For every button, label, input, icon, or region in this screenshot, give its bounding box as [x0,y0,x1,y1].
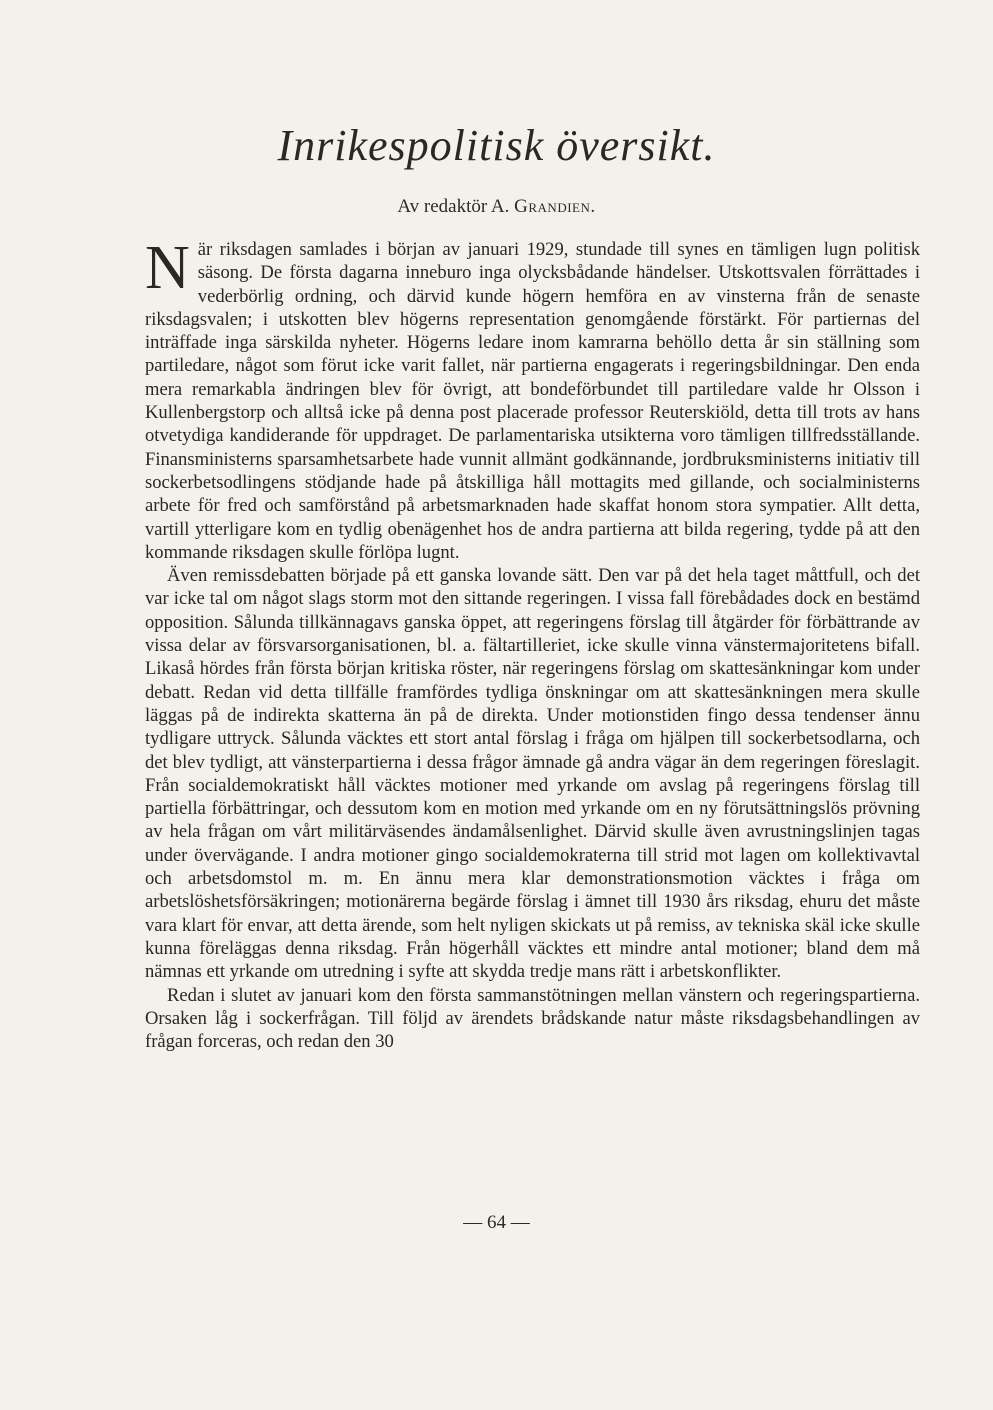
page-number: — 64 — [463,1212,530,1233]
paragraph-2: Även remissdebatten började på ett ganska lovande sätt. Den var på det hela taget måttfull, och det var icke tal om något slags storm mot den sittande regeringen. I vissa fall förebådades dock en bestämd opposition. Sålunda tillkännagavs ganska öppet, att regeringens förslag till åtgärder för förbättrande av vissa delar av försvarsorganisationen, bl. a. fältartilleriet, icke skulle vinna vänstermajoritetens bifall. Likaså hördes från första början kritiska röster, när regeringens förslag om skattesänkningar kom under debatt. Redan vid detta tillfälle framfördes tydliga önskningar om att skattesänkningen mera skulle läggas på de indirekta skatterna än på de direkta. Under motionstiden fingo dessa tendenser ännu tydligare uttryck. Sålunda väcktes ett stort antal förslag i fråga om hjälpen till sockerbetsodlarna, och det blev tydligt, att vänsterpartierna i dessa frågor ämnade gå andra vägar än dem regeringen föreslagit. Från socialdemokratiskt håll väcktes motioner med yrkande om avslag på regeringens förslag till partiella förbättringar, och dessutom kom en motion med yrkande om en ny förutsättningslös prövning av hela frågan om vårt militärväsendes ändamålsenlighet. Därvid skulle även avrustningslinjen tagas under övervägande. I andra motioner gingo socialdemokraterna till strid mot lagen om kollektivavtal och arbetsdomstol m. m. En ännu mera klar demonstrationsmotion väcktes i fråga om arbetslöshetsförsäkringen; motionärerna begärde förslag i ämnet till 1930 års riksdag, ehuru det måste vara klart för envar, att detta ärende, som helt nyligen skickats ut på remiss, av tekniska skäl icke skulle kunna föreläggas denna riksdag. Från högerhåll väcktes ett mindre antal motioner; bland dem må nämnas ett yrkande om utredning i syfte att skydda tredje mans rätt i arbetskonflikter. [145,565,920,983]
article-title: Inrikespolitisk översikt. [277,121,716,170]
paragraph-1-text: är riksdagen samlades i början av januari 1929, stundade till synes en tämligen lugn politisk säsong. De första dagarna inneburo inga olycksbådande händelser. Utskottsvalen förrättades i vederbörlig ordning, och därvid kunde högern hemföra en av vinsterna från de senaste riksdagsvalen; i utskotten blev högerns representation genomgående förstärkt. För partiernas del inträffade inga särskilda nyheter. Högerns ledare inom kamrarna behöllo detta år sin ställning som partiledare, något som förut icke varit fallet, när partierna engagerats i regeringsbildningar. Den enda mera remarkabla ändringen blev för övrigt, att bondeförbundet till partiledare valde hr Olsson i Kullenbergstorp och alltså icke på denna post placerade professor Reuterskiöld, detta till trots av hans otvetydiga kandiderande för uppdraget. De parlamentariska utsikterna voro tämligen tillfredsställande. Finansministerns sparsamhetsarbete hade vunnit allmänt godkännande, jordbruksministerns initiativ till sockerbetsodlingens stödjande hade på åtskilliga håll mottagits med gillande, och socialministerns arbete för fred och samförstånd på arbetsmarknaden hade skaffat honom stora sympatier. Allt detta, vartill ytterligare kom en tydlig obenägenhet hos de andra partierna att bilda regering, tydde på att den kommande riksdagen skulle förlöpa lugnt. [145,239,920,563]
paragraph-3: Redan i slutet av januari kom den första sammanstötningen mellan vänstern och regeringspartierna. Orsaken låg i sockerfrågan. Till följd av ärendets brådskande natur måste riksdagsbehandlingen av frågan forceras, och redan den 30 [145,984,920,1053]
article-body [145,234,920,1053]
paragraph-1 [145,234,920,564]
drop-cap: N [145,234,190,302]
byline-author: Grandien. [514,196,596,217]
byline [0,196,993,218]
byline-prefix: Av redaktör A. [397,196,510,217]
